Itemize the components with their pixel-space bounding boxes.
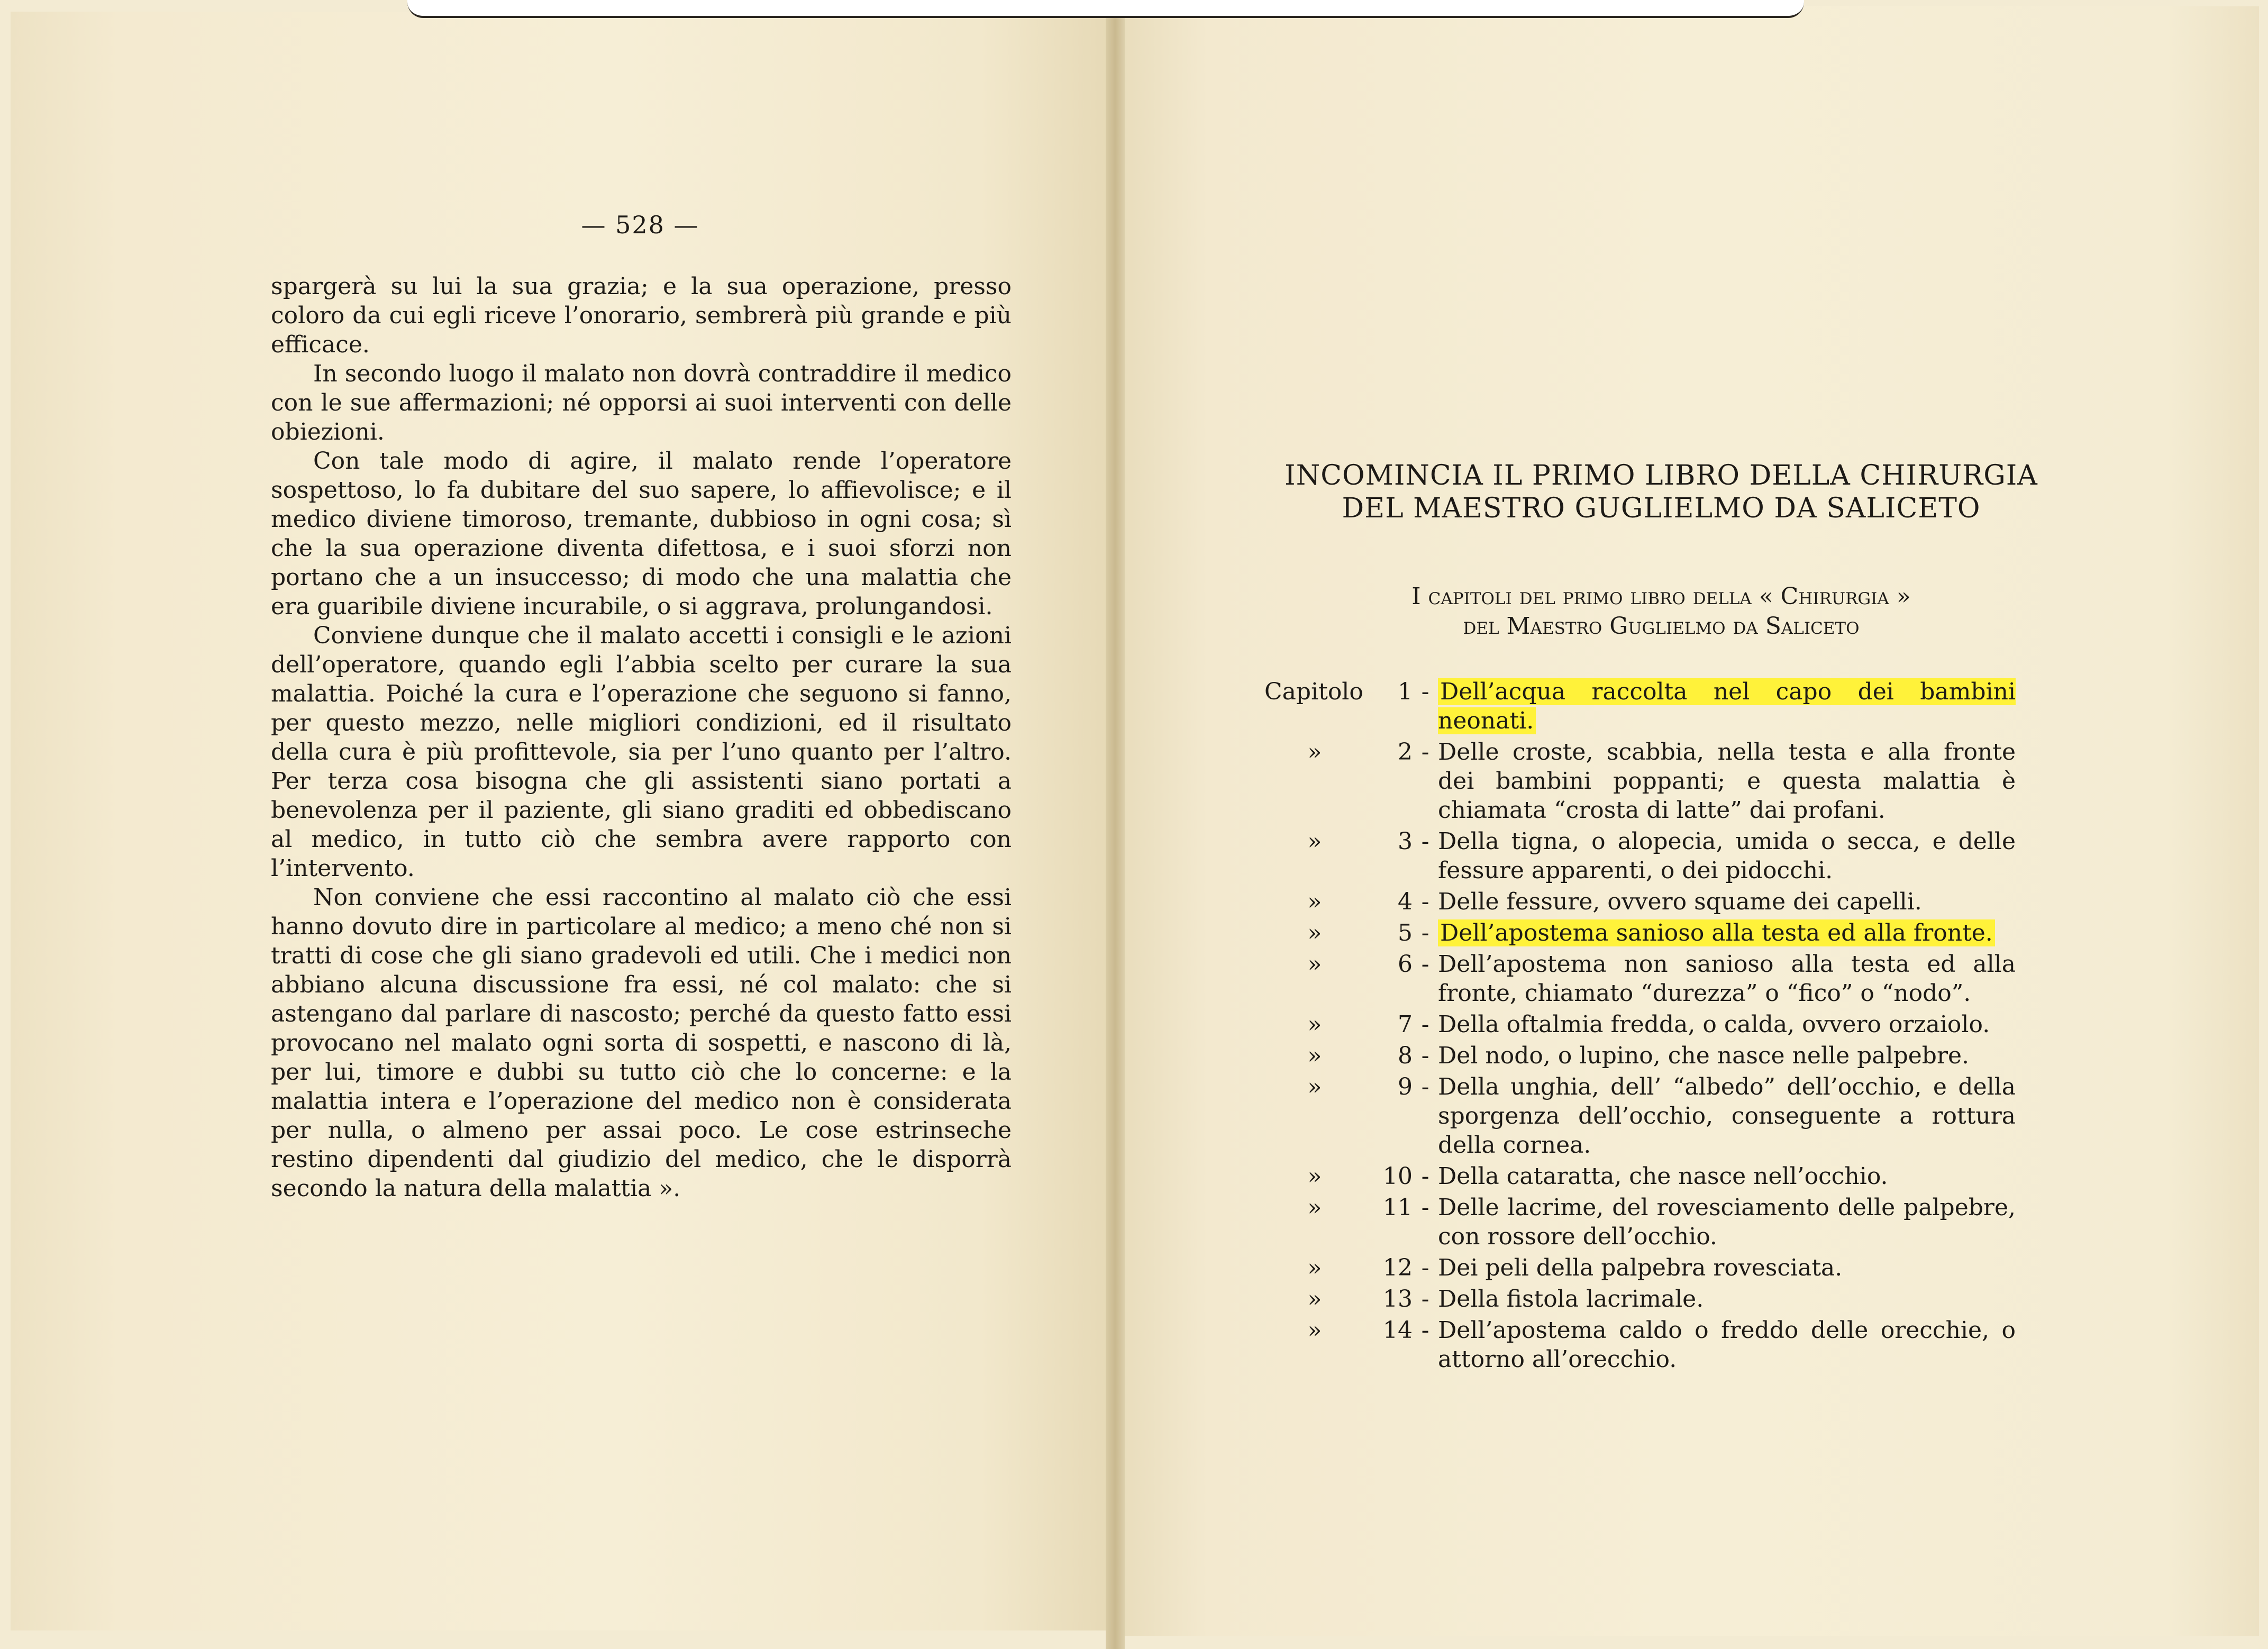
chapter-number: 3: [1398, 828, 1413, 855]
chapter-title-text: Della fistola lacrimale.: [1438, 1286, 1704, 1313]
chapter-number: 7: [1398, 1011, 1413, 1038]
chapter-row: [1264, 1253, 2016, 1282]
paragraph: Non conviene che essi raccontino al malato ciò che essi hanno dovuto dire in particolare al medico; a meno ché non si tratti di cose che gli siano gradevoli ed utili. Che i medici non abbiano alcuna discussione fra essi, né col malato: che si astengano dal parlare di nascosto; perché da questo fatto essi provocano nel malato ogni sorta di sospetti, e nascono di là, per lui, timore e dubbi su tutto ciò che lo concerne: e la malattia intera e l’operazione del medico non è considerata per nulla, o almeno per assai poco. Le cose estrinseche restino dipendenti dal giudizio del medico, che le disporrà secondo la natura della malattia ».: [271, 884, 1012, 1202]
chapter-number: 14: [1383, 1317, 1413, 1344]
chapter-number: 6: [1398, 951, 1413, 978]
chapter-prefix: »: [1307, 1194, 1322, 1221]
paragraph: Conviene dunque che il malato accetti i consigli e le azioni dell’operatore, quando egli l’abbia scelto per curare la sua malattia. Poiché la cura e l’operazione che seguono si fanno, per questo mezzo, nelle migliori condizioni, ed il risultato della cura è più profittevole, sia per l’uno quanto per l’altro. Per terza cosa bisogna che gli assistenti siano portati a benevolenza per il paziente, gli siano graditi ed obbediscano al medico, in tutto ciò che sembra avere rapporto con l’intervento.: [271, 622, 1012, 882]
chapter-row: [1264, 737, 2016, 825]
chapter-number: 5: [1398, 919, 1413, 946]
toc-heading-line: I capitoli del primo libro della « Chirurgia »: [1411, 583, 1911, 610]
chapter-list: [1264, 677, 2016, 1376]
toc-heading-line: del Maestro Guglielmo da Saliceto: [1463, 613, 1860, 640]
chapter-number: 1: [1398, 678, 1413, 705]
chapter-prefix: »: [1307, 1286, 1322, 1313]
book-top-edge: [407, 0, 1804, 18]
chapter-title-text: Dell’apostema caldo o freddo delle orecchie, o attorno all’orecchio.: [1438, 1317, 2016, 1373]
toc-heading: [1323, 582, 2000, 641]
chapter-title: [1438, 950, 2016, 1008]
chapter-row: [1264, 950, 2016, 1008]
chapter-title: [1438, 1253, 2016, 1282]
chapter-title: [1438, 1284, 2016, 1314]
chapter-title-text: Delle fessure, ovvero squame dei capelli.: [1438, 888, 1922, 915]
chapter-separator: -: [1421, 1286, 1429, 1313]
chapter-separator: -: [1421, 1317, 1429, 1344]
chapter-row: [1264, 1072, 2016, 1160]
chapter-row: [1264, 1010, 2016, 1039]
chapter-title-text: Delle croste, scabbia, nella testa e alla fronte dei bambini poppanti; e questa malattia è chiamata “crosta di latte” dai profani.: [1438, 739, 2016, 824]
chapter-separator: -: [1421, 1073, 1429, 1100]
page-number: — 528 —: [581, 211, 699, 239]
chapter-row: [1264, 827, 2016, 885]
chapter-row: [1264, 677, 2016, 735]
chapter-title-text: Della cataratta, che nasce nell’occhio.: [1438, 1163, 1888, 1190]
left-page-body: [271, 272, 1012, 1203]
chapter-separator: -: [1421, 1042, 1429, 1069]
chapter-title: [1438, 1316, 2016, 1374]
chapter-number: 2: [1398, 739, 1413, 766]
chapter-title: [1438, 887, 2016, 916]
chapter-number: 9: [1398, 1073, 1413, 1100]
paragraph: In secondo luogo il malato non dovrà contraddire il medico con le sue affermazioni; né opporsi ai suoi interventi con delle obiezioni.: [271, 360, 1012, 445]
chapter-title: [1438, 1193, 2016, 1251]
highlighted-text: Dell’apostema sanioso alla testa ed alla fronte.: [1438, 919, 1995, 946]
chapter-prefix: »: [1307, 828, 1322, 855]
chapter-row: [1264, 1162, 2016, 1191]
paragraph: Con tale modo di agire, il malato rende l’operatore sospettoso, lo fa dubitare del suo sapere, lo affievolisce; e il medico diviene timoroso, tremante, dubbioso in ogni cosa; sì che la sua operazione diventa difettosa, e i suoi sforzi non portano che a un insuccesso; di modo che una malattia che era guaribile diviene incurabile, o si aggrava, prolungandosi.: [271, 448, 1012, 620]
chapter-separator: -: [1421, 919, 1429, 946]
chapter-separator: -: [1421, 888, 1429, 915]
chapter-separator: -: [1421, 1194, 1429, 1221]
chapter-prefix: »: [1307, 739, 1322, 766]
chapter-separator: -: [1421, 678, 1429, 705]
chapter-prefix: »: [1307, 1042, 1322, 1069]
chapter-title: [1438, 1072, 2016, 1160]
chapter-number: 11: [1383, 1194, 1413, 1221]
chapter-title: [1438, 827, 2016, 885]
chapter-prefix: »: [1307, 888, 1322, 915]
book-gutter: [1106, 0, 1125, 1649]
highlighted-text: Dell’acqua raccolta nel capo dei bambini neonati.: [1438, 678, 2016, 734]
chapter-number: 8: [1398, 1042, 1413, 1069]
chapter-separator: -: [1421, 1163, 1429, 1190]
chapter-title-text: Della oftalmia fredda, o calda, ovvero orzaiolo.: [1438, 1011, 1990, 1038]
chapter-number: 10: [1383, 1163, 1413, 1190]
chapter-prefix: »: [1307, 1073, 1322, 1100]
chapter-separator: -: [1421, 951, 1429, 978]
chapter-title: [1438, 737, 2016, 825]
chapter-title: [1438, 1041, 2016, 1070]
chapter-row: [1264, 1284, 2016, 1314]
chapter-row: [1264, 1316, 2016, 1374]
chapter-title-text: Della unghia, dell’ “albedo” dell’occhio, e della sporgenza dell’occhio, conseguente a rottura della cornea.: [1438, 1073, 2016, 1159]
chapter-separator: -: [1421, 828, 1429, 855]
chapter-title-text: Dell’apostema non sanioso alla testa ed alla fronte, chiamato “durezza” o “fico” o “nodo”.: [1438, 951, 2016, 1007]
book-title: [1254, 459, 2069, 525]
chapter-separator: -: [1421, 1011, 1429, 1038]
book-title-line: DEL MAESTRO GUGLIELMO DA SALICETO: [1342, 493, 1981, 524]
chapter-title: [1438, 1162, 2016, 1191]
chapter-row: [1264, 918, 2016, 948]
chapter-title: [1438, 677, 2016, 735]
chapter-title: [1438, 918, 2016, 948]
chapter-row: [1264, 1041, 2016, 1070]
chapter-number: 4: [1398, 888, 1413, 915]
chapter-title-text: Dei peli della palpebra rovesciata.: [1438, 1254, 1843, 1281]
chapter-prefix: »: [1307, 1011, 1322, 1038]
chapter-number: 12: [1383, 1254, 1413, 1281]
chapter-row: [1264, 887, 2016, 916]
chapter-prefix: »: [1307, 1254, 1322, 1281]
chapter-separator: -: [1421, 1254, 1429, 1281]
chapter-title: [1438, 1010, 2016, 1039]
chapter-prefix: »: [1307, 1163, 1322, 1190]
chapter-separator: -: [1421, 739, 1429, 766]
chapter-prefix: Capitolo: [1264, 678, 1363, 705]
chapter-title-text: Del nodo, o lupino, che nasce nelle palpebre.: [1438, 1042, 1970, 1069]
chapter-title-text: Della tigna, o alopecia, umida o secca, e delle fessure apparenti, o dei pidocchi.: [1438, 828, 2016, 884]
chapter-row: [1264, 1193, 2016, 1251]
chapter-prefix: »: [1307, 951, 1322, 978]
chapter-prefix: »: [1307, 919, 1322, 946]
paragraph: spargerà su lui la sua grazia; e la sua operazione, presso coloro da cui egli riceve l’onorario, sembrerà più grande e più efficace.: [271, 273, 1012, 358]
chapter-title-text: Delle lacrime, del rovesciamento delle palpebre, con rossore dell’occhio.: [1438, 1194, 2016, 1250]
chapter-number: 13: [1383, 1286, 1413, 1313]
book-title-line: INCOMINCIA IL PRIMO LIBRO DELLA CHIRURGIA: [1285, 460, 2038, 491]
chapter-prefix: »: [1307, 1317, 1322, 1344]
